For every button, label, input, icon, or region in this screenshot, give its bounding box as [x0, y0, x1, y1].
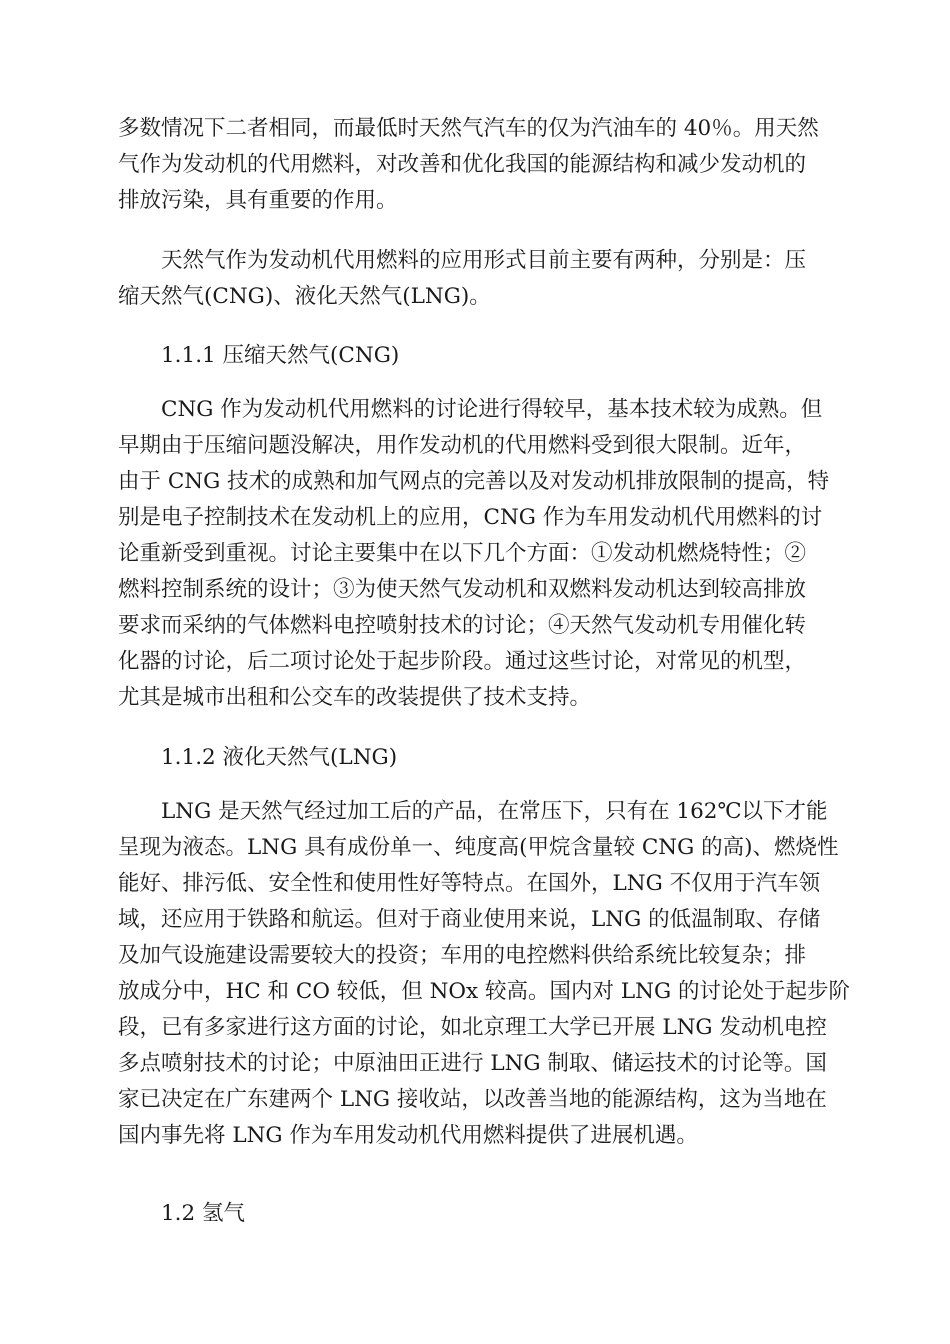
- text-line: 及加气设施建设需要较大的投资；车用的电控燃料供给系统比较复杂；排: [118, 943, 807, 968]
- text-line: 排放污染，具有重要的作用。: [118, 188, 398, 213]
- text-line: LNG 是天然气经过加工后的产品，在常压下，只有在 162℃以下才能: [161, 799, 828, 824]
- text-line: 呈现为液态。LNG 具有成份单一、纯度高(甲烷含量较 CNG 的高)、燃烧性: [118, 835, 839, 860]
- text-line: 多点喷射技术的讨论；中原油田正进行 LNG 制取、储运技术的讨论等。国: [118, 1051, 827, 1076]
- text-line: 域，还应用于铁路和航运。但对于商业使用来说，LNG 的低温制取、存储: [118, 907, 821, 932]
- text-line: 论重新受到重视。讨论主要集中在以下几个方面：①发动机燃烧特性；②: [118, 541, 807, 566]
- section-heading-cng: 1.1.1 压缩天然气(CNG): [161, 343, 400, 368]
- text-line: 国内事先将 LNG 作为车用发动机代用燃料提供了进展机遇。: [118, 1123, 698, 1148]
- text-line: 气作为发动机的代用燃料，对改善和优化我国的能源结构和减少发动机的: [118, 152, 807, 177]
- text-line: 燃料控制系统的设计；③为使天然气发动机和双燃料发动机达到较高排放: [118, 577, 807, 602]
- text-line: 由于 CNG 技术的成熟和加气网点的完善以及对发动机排放限制的提高，特: [118, 469, 830, 494]
- text-line: 要求而采纳的气体燃料电控喷射技术的讨论；④天然气发动机专用催化转: [118, 613, 807, 638]
- text-line: CNG 作为发动机代用燃料的讨论进行得较早，基本技术较为成熟。但: [161, 397, 823, 422]
- text-line: 能好、排污低、安全性和使用性好等特点。在国外，LNG 不仅用于汽车领: [118, 871, 821, 896]
- text-line: 放成分中，HC 和 CO 较低，但 NOx 较高。国内对 LNG 的讨论处于起步阶: [118, 979, 850, 1004]
- text-line: 别是电子控制技术在发动机上的应用，CNG 作为车用发动机代用燃料的讨: [118, 505, 823, 530]
- section-heading-hydrogen: 1.2 氢气: [161, 1201, 246, 1226]
- text-line: 尤其是城市出租和公交车的改装提供了技术支持。: [118, 685, 592, 710]
- text-line: 段，已有多家进行这方面的讨论，如北京理工大学已开展 LNG 发动机电控: [118, 1015, 827, 1040]
- text-line: 化器的讨论，后二项讨论处于起步阶段。通过这些讨论，对常见的机型，: [118, 649, 807, 674]
- text-line: 早期由于压缩问题没解决，用作发动机的代用燃料受到很大限制。近年，: [118, 433, 807, 458]
- text-line: 缩天然气(CNG)、液化天然气(LNG)。: [118, 284, 491, 309]
- section-heading-lng: 1.1.2 液化天然气(LNG): [161, 745, 398, 770]
- text-line: 天然气作为发动机代用燃料的应用形式目前主要有两种，分别是：压: [161, 248, 807, 273]
- text-line: 多数情况下二者相同，而最低时天然气汽车的仅为汽油车的 40％。用天然: [118, 116, 819, 141]
- text-line: 家已决定在广东建两个 LNG 接收站，以改善当地的能源结构，这为当地在: [118, 1087, 827, 1112]
